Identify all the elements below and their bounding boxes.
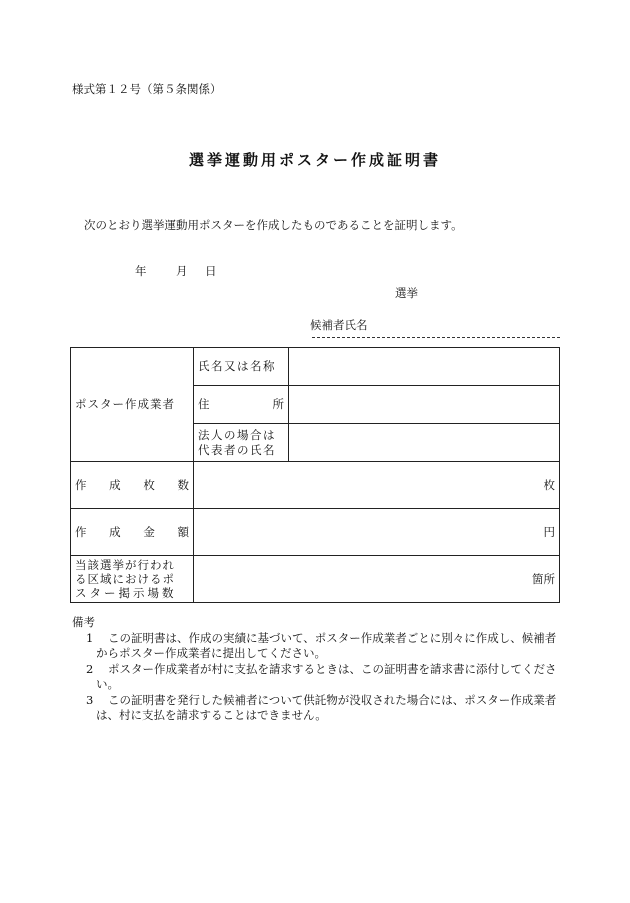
note-number: 1 (86, 630, 94, 645)
candidate-name-label: 候補者氏名 (310, 318, 368, 332)
amount-field[interactable] (194, 509, 560, 556)
representative-field[interactable] (289, 424, 560, 462)
name-label: 氏名又は名称 (194, 348, 289, 386)
amount-label (71, 509, 194, 556)
count-label-char: 枚 (143, 477, 155, 492)
amount-unit: 円 (543, 524, 555, 539)
places-label-line1: 当該選挙が行われ (75, 558, 175, 572)
places-unit: 箇所 (532, 571, 555, 586)
address-label-b: 所 (272, 397, 284, 411)
note-item (72, 631, 560, 662)
places-label-line3: スター掲示場数 (75, 586, 177, 600)
note-text: ポスター作成業者が村に支払を請求するときは、この証明書を請求書に添付してください。 (96, 661, 557, 691)
date-month: 月 (176, 264, 188, 278)
amount-label-char: 作 (75, 524, 87, 539)
note-number: 3 (86, 692, 94, 707)
note-text: この証明書は、作成の実績に基づいて、ポスター作成業者ごとに別々に作成し、候補者からポスター作成業者に提出してください。 (96, 630, 557, 660)
count-label (71, 462, 194, 509)
count-field[interactable] (194, 462, 560, 509)
name-field[interactable] (289, 348, 560, 386)
amount-label-char: 成 (109, 524, 121, 539)
amount-label-char: 額 (177, 524, 189, 539)
note-number: 2 (86, 661, 94, 676)
places-label-line2: る区域におけるポ (75, 572, 175, 586)
count-label-char: 数 (177, 477, 189, 492)
form-number: 様式第１２号（第５条関係） (72, 82, 222, 96)
amount-label-char: 金 (143, 524, 155, 539)
count-unit: 枚 (543, 477, 555, 492)
date-day: 日 (205, 264, 217, 278)
address-label (194, 386, 289, 424)
table-row (71, 509, 560, 556)
table-and-notes (70, 347, 560, 724)
table-row (71, 348, 560, 386)
count-label-char: 成 (109, 477, 121, 492)
maker-label: ポスター作成業者 (71, 348, 194, 462)
address-field[interactable] (289, 386, 560, 424)
certificate-table (70, 347, 560, 603)
certification-statement: 次のとおり選挙運動用ポスターを作成したものであることを証明します。 (84, 218, 463, 232)
rep-label-line2: 代表者の氏名 (198, 442, 276, 457)
rep-label-line1: 法人の場合は (198, 427, 276, 442)
notes (72, 615, 560, 724)
table-row (71, 462, 560, 509)
places-label (71, 556, 194, 603)
places-field[interactable] (194, 556, 560, 603)
candidate-name-line (312, 337, 560, 338)
election-label: 選挙 (395, 286, 418, 300)
document-title: 選挙運動用ポスター作成証明書 (188, 151, 441, 169)
representative-label (194, 424, 289, 462)
date-year: 年 (135, 264, 147, 278)
note-item (72, 693, 560, 724)
address-label-a: 住 (198, 397, 210, 411)
count-label-char: 作 (75, 477, 87, 492)
note-item (72, 662, 560, 693)
note-text: この証明書を発行した候補者について供託物が没収された場合には、ポスター作成業者は、村に支払を請求することはできません。 (96, 692, 557, 722)
table-row (71, 556, 560, 603)
notes-heading: 備考 (72, 615, 95, 629)
